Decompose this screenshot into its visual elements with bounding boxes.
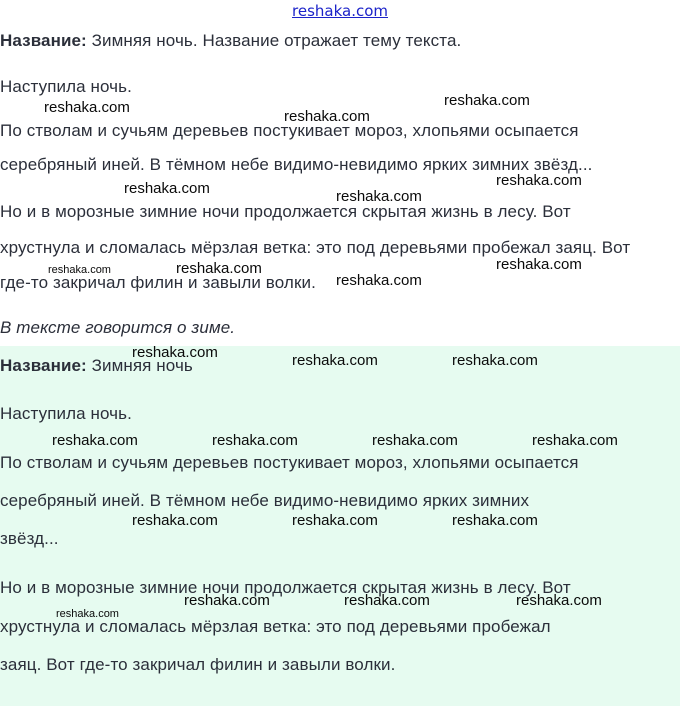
answer-line: заяц. Вот где-то закричал филин и завыли волки. bbox=[0, 655, 396, 674]
watermark: reshaka.com bbox=[124, 180, 210, 197]
text-line: Но и в морозные зимние ночи продолжается скрытая жизнь в лесу. Вот bbox=[0, 202, 571, 221]
watermark: reshaka.com bbox=[56, 608, 119, 620]
watermark: reshaka.com bbox=[52, 432, 138, 449]
watermark: reshaka.com bbox=[452, 512, 538, 529]
text-line: где-то закричал филин и завыли волки. bbox=[0, 273, 316, 292]
answer-title-label: Название bbox=[0, 356, 82, 375]
answer-line: Наступила ночь. bbox=[0, 404, 132, 423]
text-line: По стволам и сучьям деревьев постукивает мороз, хлопьями осыпается bbox=[0, 121, 579, 140]
title-value: Зимняя ночь. Название отражает тему текста. bbox=[86, 31, 462, 50]
text-line: хрустнула и сломалась мёрзлая ветка: это под деревьями пробежал заяц. Вот bbox=[0, 238, 631, 257]
watermark: reshaka.com bbox=[292, 512, 378, 529]
answer-title-colon: : bbox=[81, 356, 87, 375]
text-line: серебряный иней. В тёмном небе видимо-невидимо ярких зимних звёзд... bbox=[0, 155, 593, 174]
answer-line: Но и в морозные зимние ночи продолжается скрытая жизнь в лесу. Вот bbox=[0, 578, 571, 597]
watermark: reshaka.com bbox=[44, 99, 130, 116]
answer-line: звёзд... bbox=[0, 529, 59, 548]
text-title-line bbox=[0, 31, 461, 51]
watermark: reshaka.com bbox=[496, 256, 582, 273]
watermark: reshaka.com bbox=[284, 108, 370, 125]
site-logo-link[interactable]: reshaka.com bbox=[292, 2, 388, 20]
watermark: reshaka.com bbox=[176, 260, 262, 277]
title-colon: : bbox=[81, 31, 87, 50]
watermark: reshaka.com bbox=[336, 272, 422, 289]
answer-line: серебряный иней. В тёмном небе видимо-невидимо ярких зимних bbox=[0, 491, 530, 510]
answer-line: По стволам и сучьям деревьев постукивает мороз, хлопьями осыпается bbox=[0, 453, 579, 472]
watermark: reshaka.com bbox=[48, 264, 111, 276]
watermark: reshaka.com bbox=[184, 592, 270, 609]
text-line: Наступила ночь. bbox=[0, 77, 132, 96]
watermark: reshaka.com bbox=[292, 352, 378, 369]
conclusion-text: В тексте говорится о зиме. bbox=[0, 318, 236, 337]
watermark: reshaka.com bbox=[344, 592, 430, 609]
watermark: reshaka.com bbox=[496, 172, 582, 189]
watermark: reshaka.com bbox=[516, 592, 602, 609]
watermark: reshaka.com bbox=[212, 432, 298, 449]
watermark: reshaka.com bbox=[336, 188, 422, 205]
watermark: reshaka.com bbox=[132, 344, 218, 361]
title-label: Название bbox=[0, 31, 82, 50]
answer-line: хрустнула и сломалась мёрзлая ветка: это под деревьями пробежал bbox=[0, 617, 551, 636]
watermark: reshaka.com bbox=[372, 432, 458, 449]
watermark: reshaka.com bbox=[532, 432, 618, 449]
answer-title-value: Зимняя ночь bbox=[86, 356, 193, 375]
watermark: reshaka.com bbox=[132, 512, 218, 529]
watermark: reshaka.com bbox=[452, 352, 538, 369]
watermark: reshaka.com bbox=[444, 92, 530, 109]
